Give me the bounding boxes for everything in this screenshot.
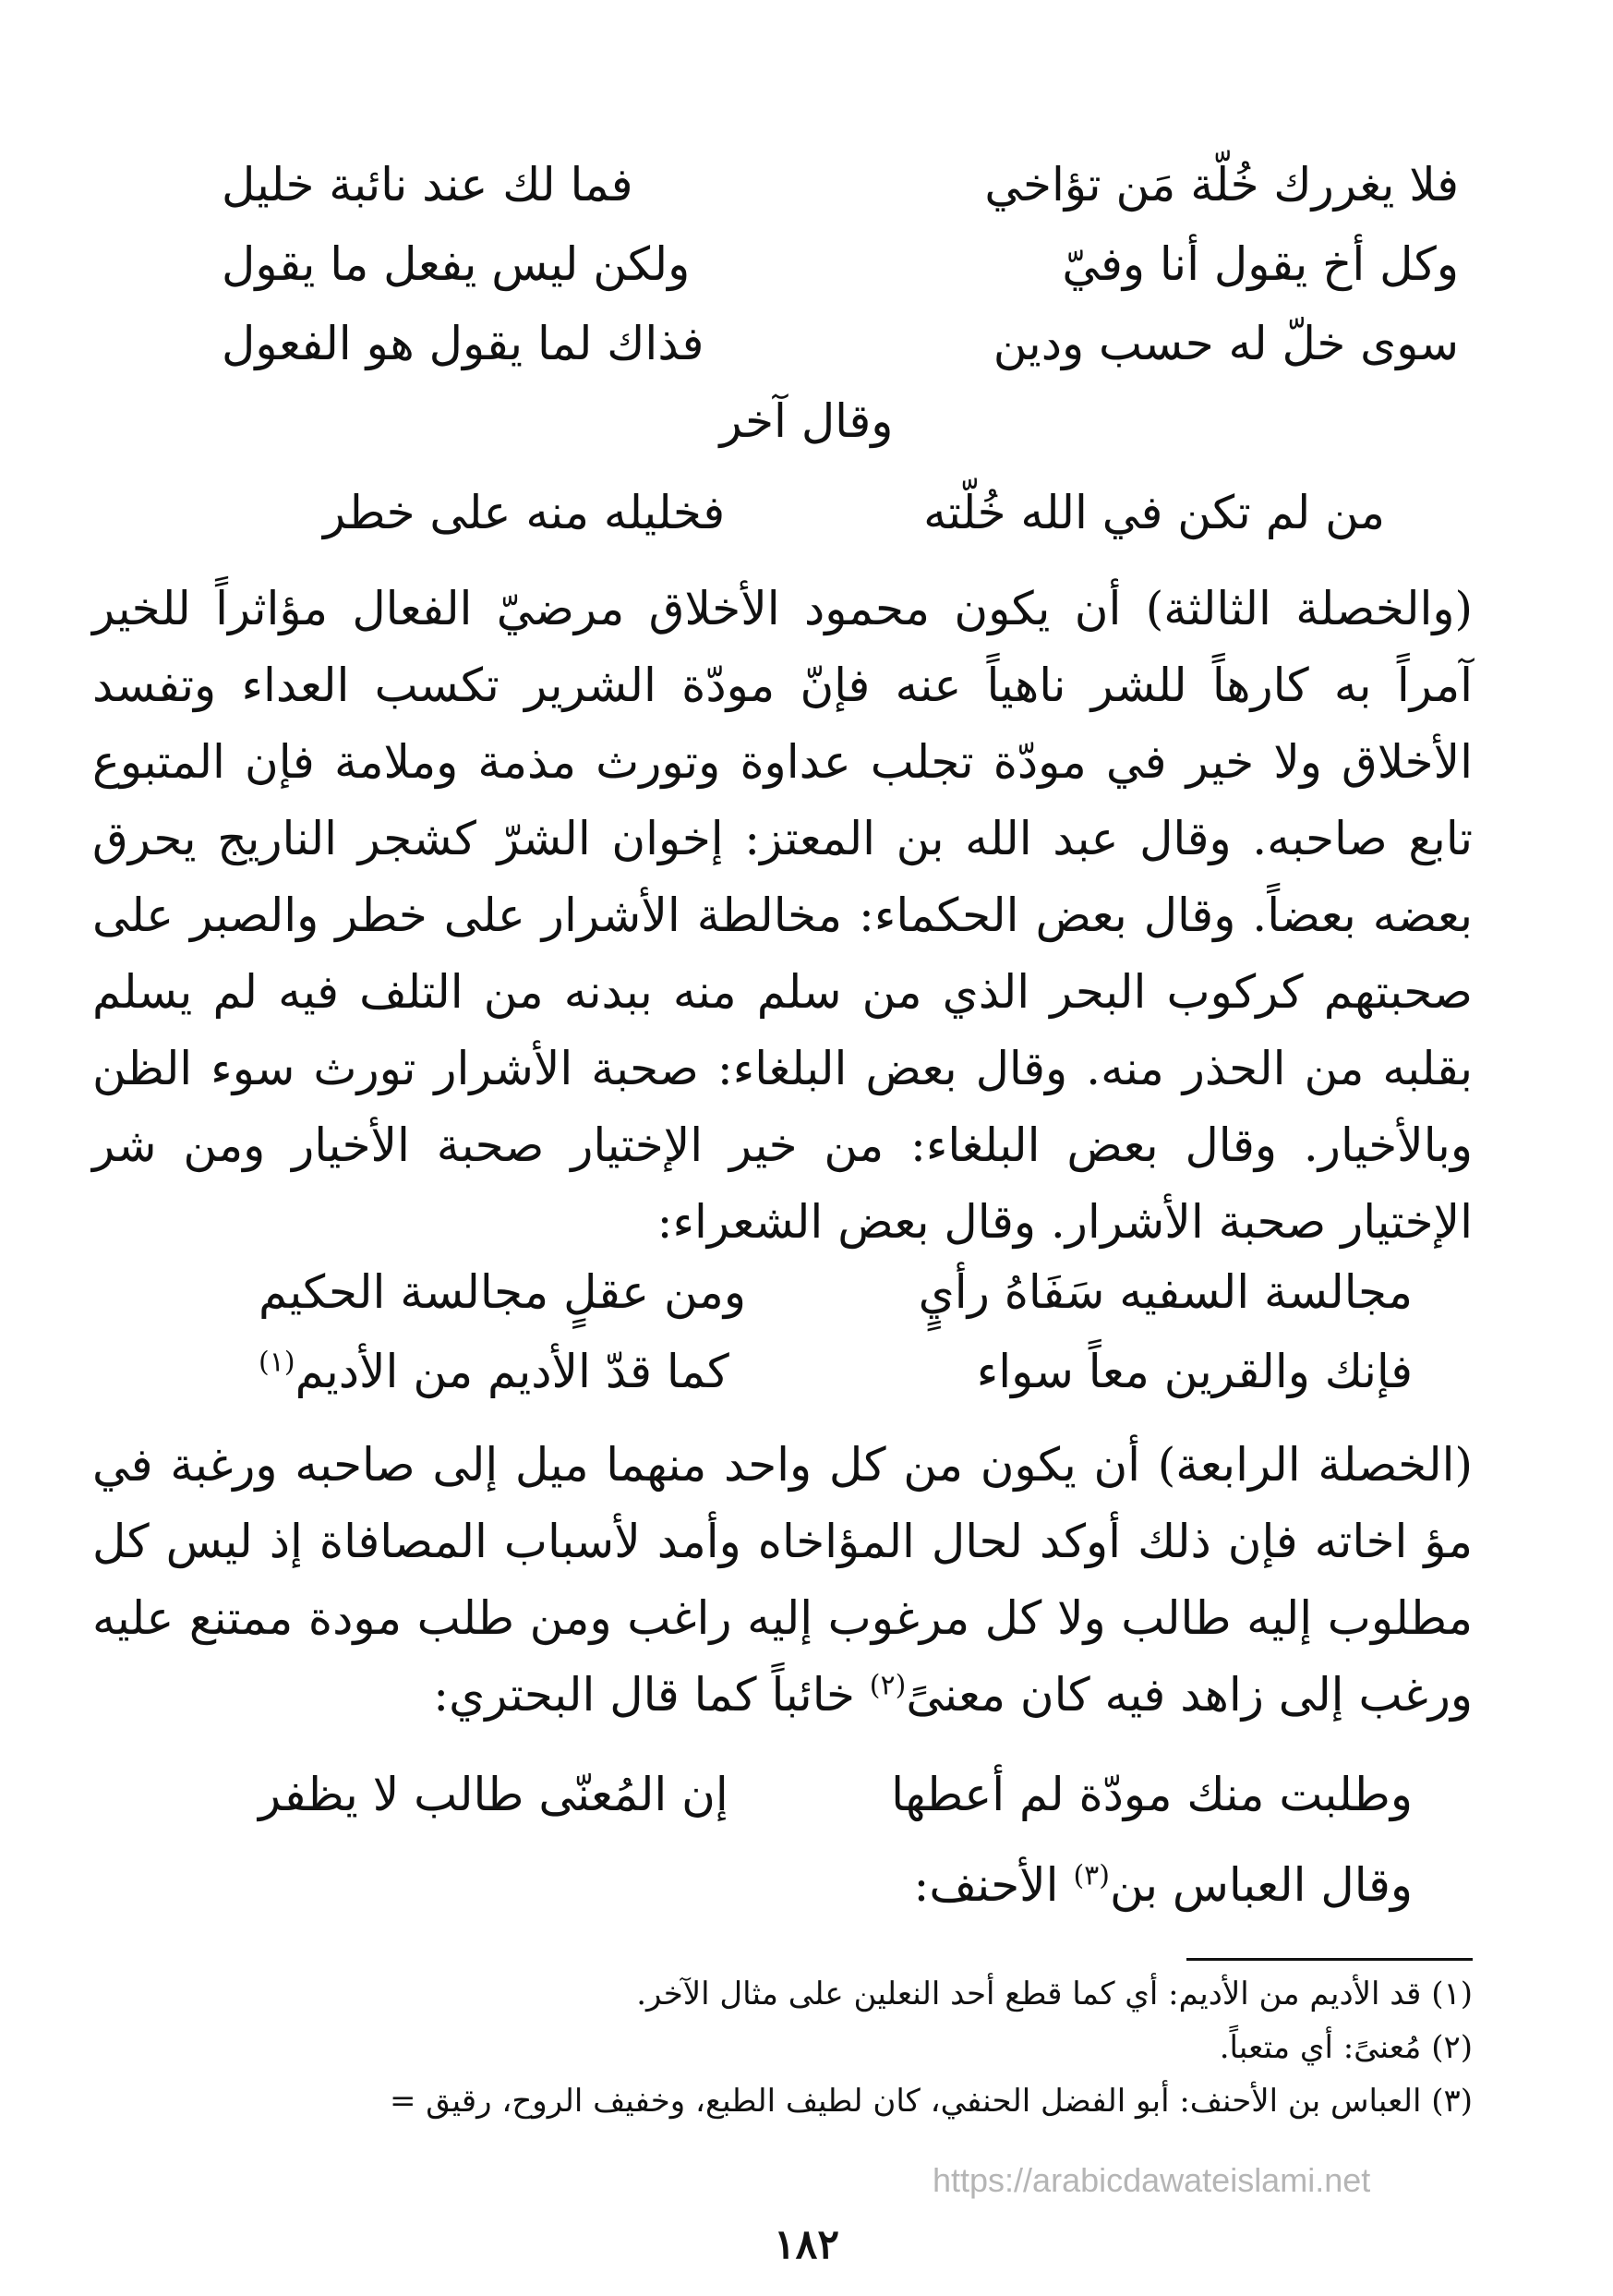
footnote-marker: (٢) [869, 1669, 907, 1702]
footnotes [92, 1967, 1473, 2128]
verse-first-hemistich: وكل أخ يقول أنا وفيّ [1062, 237, 1459, 291]
verse-second-hemistich: فخليله منه على خطر [323, 486, 726, 539]
verse-first-hemistich: من لم تكن في الله خُلّته [923, 486, 1385, 539]
paragraph-tail: خائباً كما قال البحتري: [433, 1668, 870, 1722]
closing-text [914, 1845, 1413, 1925]
footnote: (١) قد الأديم من الأديم: أي كما قطع أحد النعلين على مثال الآخر. [636, 1976, 1473, 2012]
footnote: (٢) مُعنىً: أي متعباً. [1219, 2029, 1473, 2066]
verse-first-hemistich: فإنك والقرين معاً سواء [976, 1345, 1413, 1398]
poem-verse [175, 304, 1459, 383]
verse-first-hemistich: مجالسة السفيه سَفَاهُ رأيٍ [918, 1265, 1413, 1319]
poem-intro: وقال آخر [719, 394, 894, 448]
footnote-marker: (٣) [1073, 1859, 1111, 1892]
verse-text: كما قدّ الأديم من الأديم [295, 1345, 729, 1398]
paragraph-third-trait [92, 571, 1473, 1261]
footnote: (٣) العباس بن الأحنف: أبو الفضل الحنفي، كان لطيف الطبع، وخفيف الروح، رقيق = [390, 2083, 1473, 2120]
paragraph-fourth-trait [92, 1427, 1473, 1734]
poem-verse [175, 224, 1459, 304]
poem-verse [212, 1755, 1413, 1834]
closing-after: الأحنف: [913, 1858, 1074, 1912]
paragraph-text [92, 1427, 1473, 1734]
verse-second-hemistich: إن المُعنّى طالب لا يظفر [259, 1768, 728, 1821]
verse-first-hemistich: فلا يغررك خُلّة مَن تؤاخي [984, 158, 1459, 211]
verse-second-hemistich [259, 1332, 729, 1411]
footnote-separator [1186, 1958, 1473, 1961]
verse-second-hemistich: فما لك عند نائبة خليل [222, 158, 633, 211]
footnote-marker: (١) [259, 1346, 295, 1379]
closing-before: وقال العباس بن [1110, 1858, 1413, 1912]
poem-verse [212, 1252, 1413, 1332]
paragraph-body: (الخصلة الرابعة) أن يكون من كل واحد منهما ميل إلى صاحبه ورغبة في مؤ اخاته فإن ذلك أوكد لحال المؤاخاه وأمد لأسباب المصافاة إذ ليس كل مطلوب إليه طالب ولا كل مرغوب إليه راغب ومن طلب مودة ممتنع عليه ورغب إلى زاهد فيه كان معنىً [92, 1438, 1473, 1722]
poem-verse [212, 1332, 1413, 1411]
verse-first-hemistich: سوى خلّ له حسب ودين [993, 317, 1459, 370]
verse-second-hemistich: ولكن ليس يفعل ما يقول [222, 237, 691, 291]
page-number: ١٨٢ [774, 2221, 839, 2268]
paragraph-text: (والخصلة الثالثة) أن يكون محمود الأخلاق مرضيّ الفعال مؤاثراً للخير آمراً به كارهاً للشر ناهياً عنه فإنّ مودّة الشرير تكسب العداء وتفسد الأخلاق ولا خير في مودّة تجلب عداوة وتورث مذمة وملامة فإن المتبوع تابع صاحبه. وقال عبد الله بن المعتز: إخوان الشرّ كشجر الناريج يحرق بعضه بعضاً. وقال بعض الحكماء: مخالطة الأشرار على خطر والصبر على صحبتهم كركوب البحر الذي من سلم منه ببدنه من التلف فيه لم يسلم بقلبه من الحذر منه. وقال بعض البلغاء: صحبة الأشرار تورث سوء الظن وبالأخيار. وقال بعض البلغاء: من خير الإختيار صحبة الأخيار ومن شر الإختيار صحبة الأشرار. وقال بعض الشعراء: [92, 582, 1473, 1249]
closing-line [212, 1845, 1413, 1925]
verse-second-hemistich: ومن عقلٍ مجالسة الحكيم [259, 1265, 746, 1319]
verse-first-hemistich: وطلبت منك مودّة لم أعطها [891, 1768, 1413, 1821]
poem-verse [175, 145, 1459, 224]
verse-second-hemistich: فذاك لما يقول هو الفعول [222, 317, 704, 370]
watermark-url: https://arabicdawateislami.net [933, 2161, 1371, 2199]
poem-verse [277, 473, 1385, 552]
